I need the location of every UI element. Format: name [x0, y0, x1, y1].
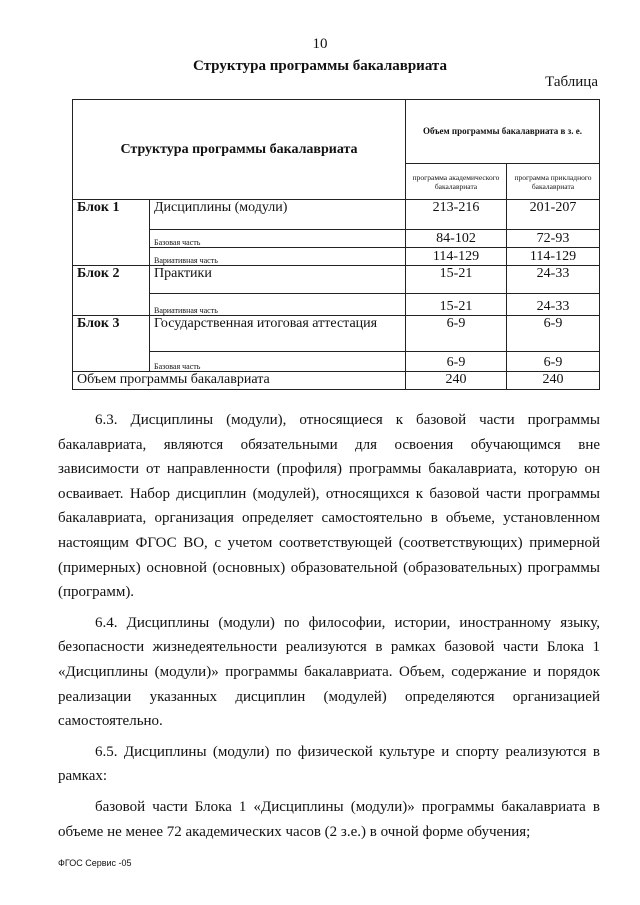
table-row [73, 352, 600, 372]
value-academic: 6-9 [406, 316, 507, 352]
row-name: Базовая часть [150, 352, 406, 372]
value-academic: 213-216 [406, 200, 507, 230]
paragraph-6-4: 6.4. Дисциплины (модули) по философии, истории, иностранному языку, безопасности жизнедеятельности реализуются в рамках базовой части Блока 1 «Дисциплины (модули)» программы бакалавриата. Объем, содержание и порядок реализации указанных дисциплин (модулей) определяются организацией самостоятельно. [58, 614, 600, 730]
block-label: Блок 1 [73, 200, 150, 266]
value-applied: 6-9 [507, 352, 600, 372]
table-row [73, 248, 600, 266]
row-name: Базовая часть [150, 230, 406, 248]
table-row [73, 266, 600, 294]
table-row [73, 294, 600, 316]
block-label: Блок 3 [73, 316, 150, 372]
structure-table [72, 99, 600, 390]
table-row [73, 230, 600, 248]
table-row [73, 200, 600, 230]
value-applied: 24-33 [507, 294, 600, 316]
row-name: Вариативная часть [150, 248, 406, 266]
value-academic: 84-102 [406, 230, 507, 248]
row-name: Дисциплины (модули) [150, 200, 406, 230]
value-academic: 15-21 [406, 294, 507, 316]
value-applied: 114-129 [507, 248, 600, 266]
footer: ФГОС Сервис -05 [58, 858, 132, 868]
value-academic: 15-21 [406, 266, 507, 294]
value-applied: 72-93 [507, 230, 600, 248]
value-academic: 114-129 [406, 248, 507, 266]
table-total-row [73, 372, 600, 390]
value-applied: 6-9 [507, 316, 600, 352]
table-header-row [73, 100, 600, 164]
page-title: Структура программы бакалавриата [193, 58, 447, 74]
paragraph-6-5: 6.5. Дисциплины (модули) по физической культуре и спорту реализуются в рамках: [58, 743, 600, 785]
block-label: Блок 2 [73, 266, 150, 316]
table-row [73, 316, 600, 352]
header-col-applied: программа прикладного бакалавриата [507, 164, 600, 200]
value-applied: 24-33 [507, 266, 600, 294]
value-academic: 6-9 [406, 352, 507, 372]
row-name: Практики [150, 266, 406, 294]
header-volume: Объем программы бакалавриата в з. е. [406, 100, 600, 164]
total-applied: 240 [507, 372, 600, 390]
paragraph-6-3: 6.3. Дисциплины (модули), относящиеся к базовой части программы бакалавриата, являются обязательными для освоения обучающимся вне зависимости от направленности (профиля) программы бакалавриата, которую он осваивает. Набор дисциплин (модулей), относящихся к базовой части программы бакалавриата, организация определяет самостоятельно в объеме, установленном настоящим ФГОС ВО, с учетом соответствующей (соответствующих) примерной (примерных) основной (основных) образовательной (образовательных) программы (программ). [58, 412, 600, 601]
body-text [58, 408, 600, 844]
page-number: 10 [312, 36, 328, 52]
header-main: Структура программы бакалавриата [73, 100, 406, 200]
header-col-academic: программа академического бакалавриата [406, 164, 507, 200]
total-academic: 240 [406, 372, 507, 390]
row-name: Вариативная часть [150, 294, 406, 316]
row-name: Государственная итоговая аттестация [150, 316, 406, 352]
value-applied: 201-207 [507, 200, 600, 230]
total-label: Объем программы бакалавриата [73, 372, 406, 390]
table-label: Таблица [545, 74, 598, 90]
paragraph-6-5-item: базовой части Блока 1 «Дисциплины (модули)» программы бакалавриата в объеме не менее 72 академических часов (2 з.е.) в очной форме обучения; [58, 798, 600, 840]
